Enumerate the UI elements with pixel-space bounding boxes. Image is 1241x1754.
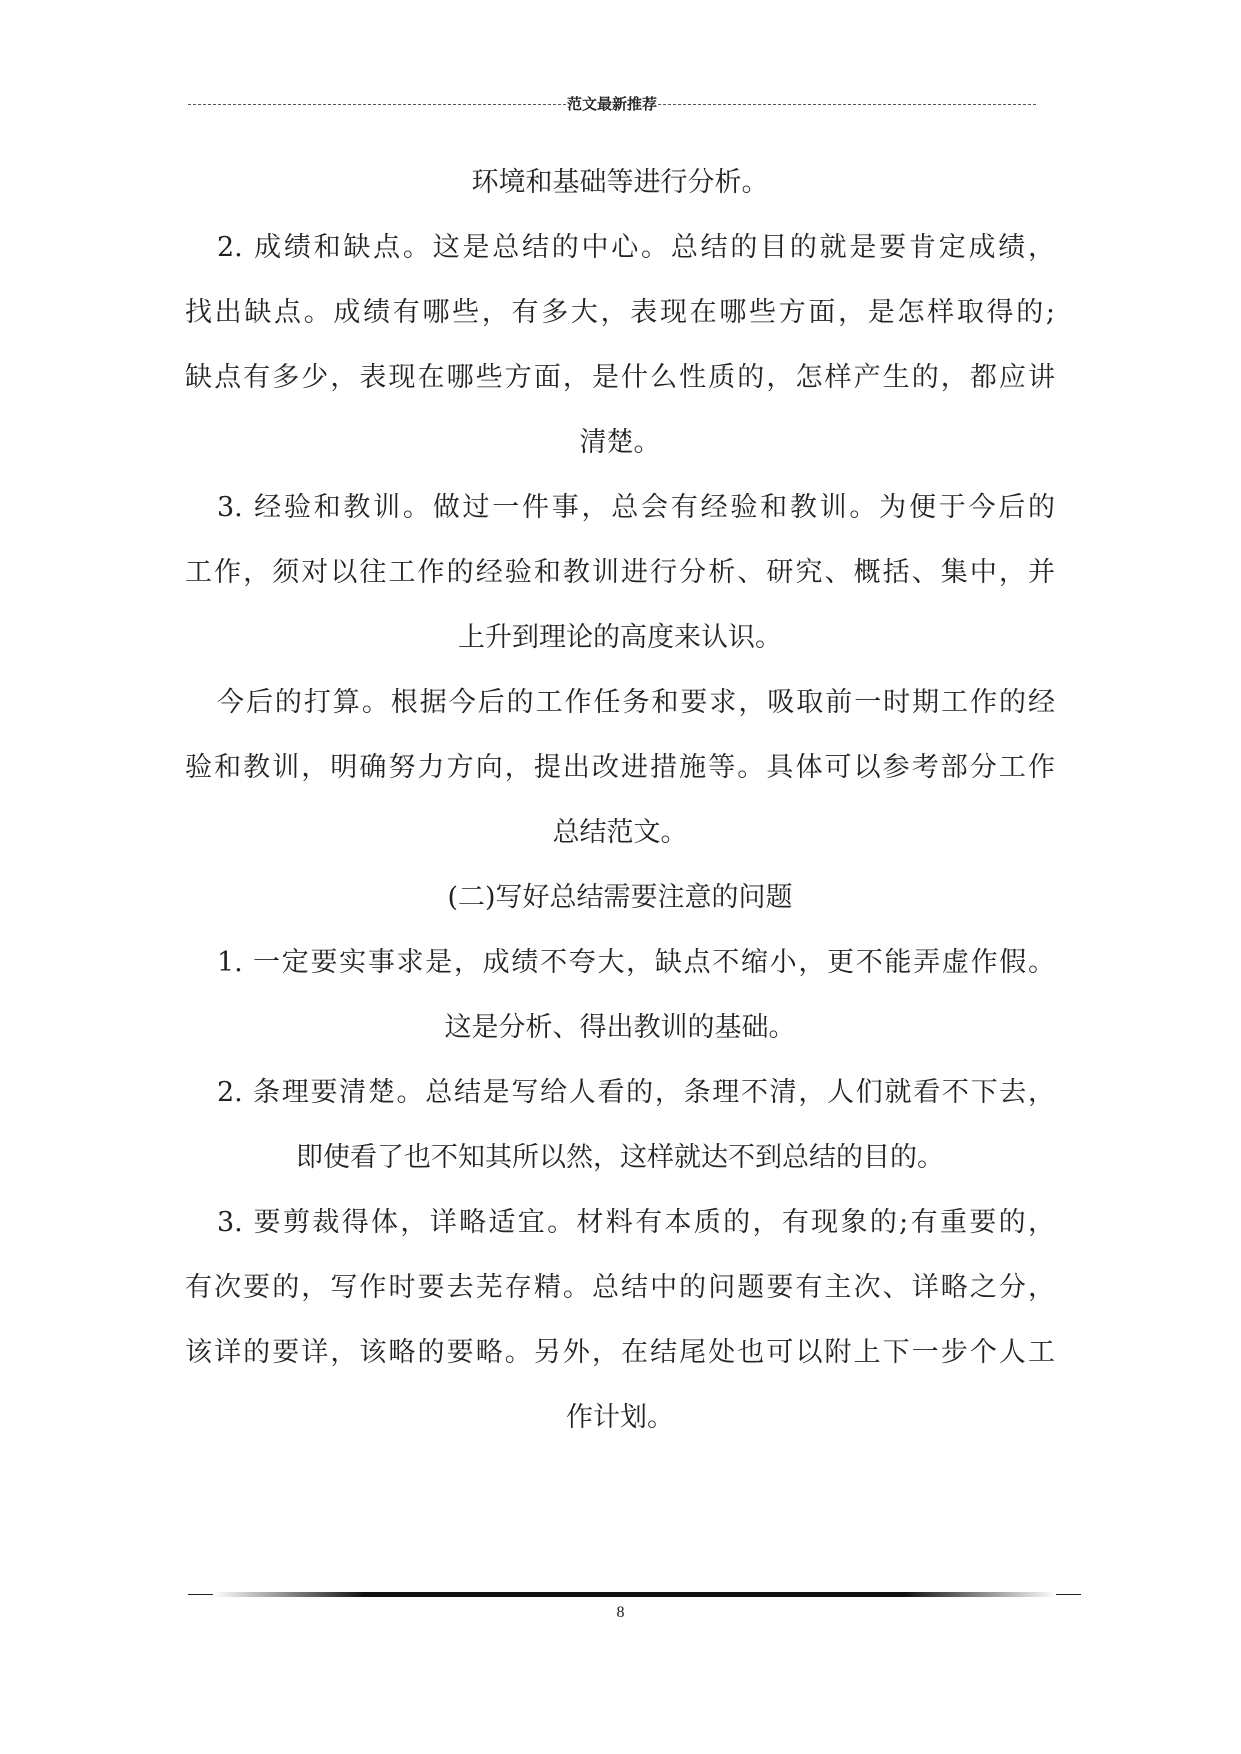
text-line: 2. 成绩和缺点。这是总结的中心。总结的目的就是要肯定成绩， <box>217 232 1055 263</box>
footer-rule <box>188 1592 1081 1598</box>
text-line: 2. 条理要清楚。总结是写给人看的，条理不清，人们就看不下去， <box>217 1077 1055 1108</box>
header-dashed-rule-right <box>658 104 1036 105</box>
text-line: 上升到理论的高度来认识。 <box>458 622 782 653</box>
text-line: 环境和基础等进行分析。 <box>471 167 769 198</box>
page-header <box>188 90 1036 116</box>
text-line: 作计划。 <box>566 1402 674 1433</box>
section-heading: (二)写好总结需要注意的问题 <box>447 882 793 913</box>
text-line: 1. 一定要实事求是，成绩不夸大，缺点不缩小，更不能弄虚作假。 <box>217 947 1055 978</box>
text-line: 总结范文。 <box>552 817 688 848</box>
header-dashed-rule-left <box>188 104 566 105</box>
text-line: 清楚。 <box>579 427 661 458</box>
text-line: 这是分析、得出教训的基础。 <box>444 1012 796 1043</box>
text-line: 工作，须对以往工作的经验和教训进行分析、研究、概括、集中，并 <box>185 557 1055 588</box>
document-body <box>185 150 1055 1450</box>
text-line: 缺点有多少，表现在哪些方面，是什么性质的，怎样产生的，都应讲 <box>185 362 1055 393</box>
text-line: 3. 要剪裁得体，详略适宜。材料有本质的，有现象的;有重要的， <box>217 1207 1055 1238</box>
text-line: 找出缺点。成绩有哪些，有多大，表现在哪些方面，是怎样取得的; <box>185 297 1055 328</box>
text-line: 即使看了也不知其所以然，这样就达不到总结的目的。 <box>296 1142 944 1173</box>
text-line: 该详的要详，该略的要略。另外，在结尾处也可以附上下一步个人工 <box>185 1337 1055 1368</box>
footer-rule-thick <box>213 1592 1056 1597</box>
text-line: 验和教训，明确努力方向，提出改进措施等。具体可以参考部分工作 <box>185 752 1055 783</box>
header-title: 范文最新推荐 <box>567 96 658 113</box>
text-line: 3. 经验和教训。做过一件事，总会有经验和教训。为便于今后的 <box>217 492 1055 523</box>
text-line: 今后的打算。根据今后的工作任务和要求，吸取前一时期工作的经 <box>217 687 1055 718</box>
page-number: 8 <box>616 1604 625 1621</box>
text-line: 有次要的，写作时要去芜存精。总结中的问题要有主次、详略之分， <box>185 1272 1055 1303</box>
